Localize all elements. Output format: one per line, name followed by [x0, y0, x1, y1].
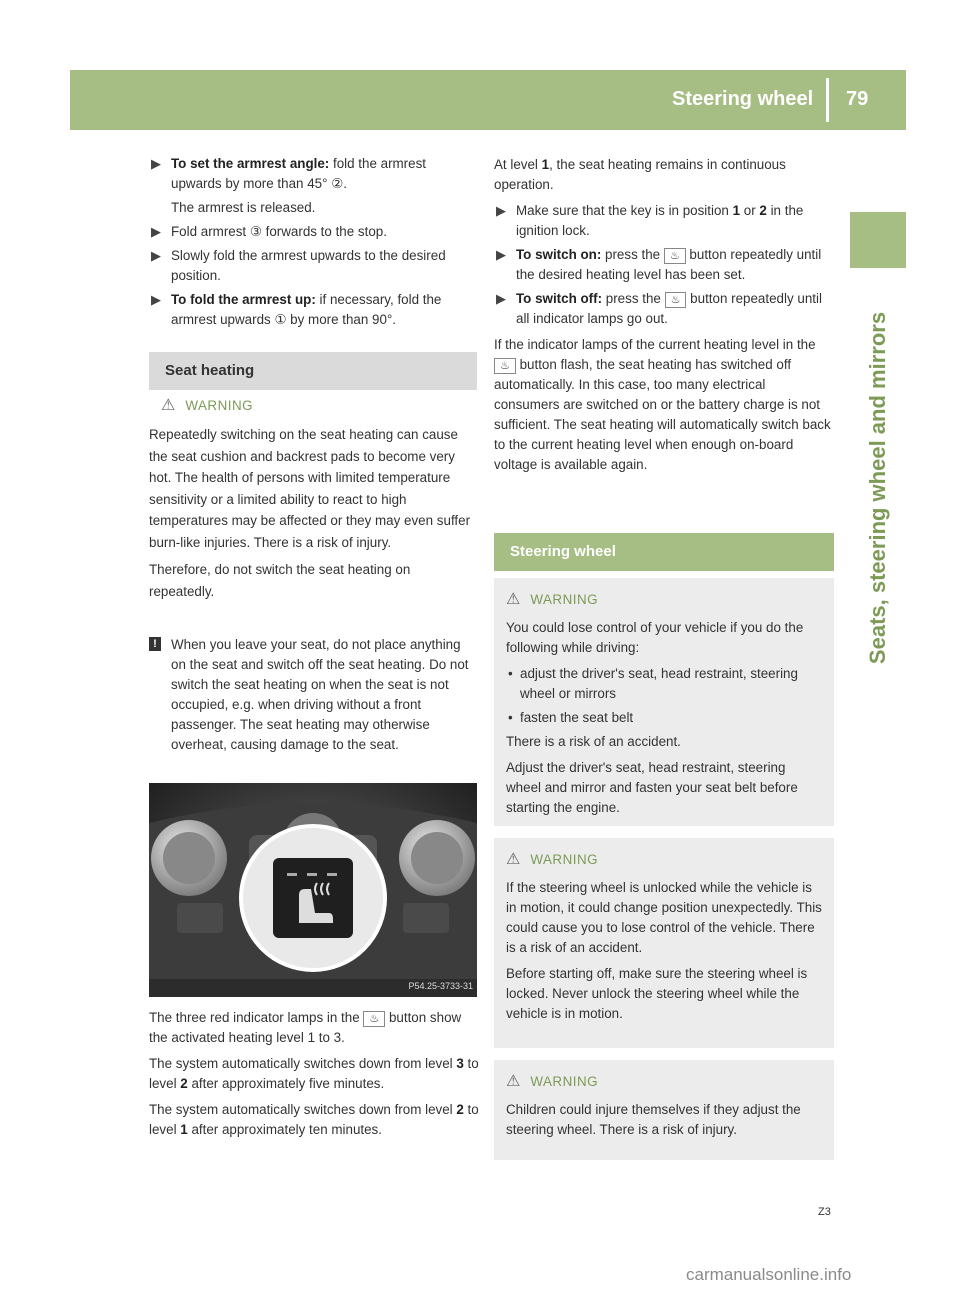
step-result: The armrest is released.	[171, 200, 316, 215]
list-item: • adjust the driver's seat, head restraint, steering wheel or mirrors	[506, 664, 824, 704]
step-arrow-icon: ▶	[151, 224, 161, 239]
step-arrow-icon: ▶	[151, 156, 161, 171]
step-switch-off: ▶ To switch off: press the ♨ button repeatedly until all indicator lamps go out.	[496, 291, 822, 326]
warning-title: ⚠ WARNING	[161, 397, 254, 414]
warning-triangle-icon: ⚠	[506, 591, 521, 608]
warning-action: Therefore, do not switch the seat heating on repeatedly.	[149, 562, 411, 599]
step-switch-on: ▶ To switch on: press the ♨ button repeatedly until the desired heating level has been set.	[496, 247, 822, 282]
warning-steering-unlocked: ⚠ WARNING If the steering wheel is unlocked while the vehicle is in motion, it could change position unexpectedly. This could cause you to lose control of the vehicle. There is a risk of an accident. Before starting off, make sure the steering wheel is locked. Never unlock the steering wheel while the vehicle is in motion.	[494, 838, 834, 1048]
warning-adjust-while-driving: ⚠ WARNING You could lose control of your vehicle if you do the following while driving: • adjust the driver's seat, head restraint, steering wheel or mirrors • fasten the seat belt There is a risk of an accident. Adjust the driver's seat, head restraint, steering wheel and mirror and fasten your seat belt before starting the engine.	[494, 578, 834, 826]
heating-levels-text: The three red indicator lamps in the ♨ button show the activated heating level 1 to 3. The system automatically switches down from level 3 to level 2 after approximately five minutes. The system automatically switches down from level 2 to level 1 after approximately ten minutes.	[149, 1010, 479, 1137]
page-number: 79	[846, 88, 869, 110]
warning-title: ⚠ WARNING	[506, 1073, 599, 1090]
warning-children: ⚠ WARNING Children could injure themselves if they adjust the steering wheel. There is a risk of injury.	[494, 1060, 834, 1160]
warning-triangle-icon: ⚠	[506, 851, 521, 868]
step-arrow-icon: ▶	[496, 203, 506, 218]
step-fold-up: ▶ To fold the armrest up: if necessary, fold the armrest upwards ① by more than 90°.	[151, 292, 442, 327]
page-header-title: Steering wheel	[672, 88, 814, 110]
site-watermark: carmanualsonline.info	[686, 1265, 852, 1284]
chapter-label: Seats, steering wheel and mirrors	[865, 311, 890, 665]
warning-title: ⚠ WARNING	[506, 591, 599, 608]
list-item: • fasten the seat belt	[506, 708, 824, 728]
seat-heating-key-icon: ♨	[363, 1011, 385, 1027]
header-divider	[826, 78, 829, 122]
warning-triangle-icon: ⚠	[506, 1073, 521, 1090]
seat-heating-key-icon: ♨	[664, 248, 686, 264]
page-code: Z3	[818, 1206, 831, 1218]
right-column-top: At level 1, the seat heating remains in continuous operation. ▶ Make sure that the key is in position 1 or 2 in the ignition lock. ▶ To switch on: press the ♨ button repeatedly until the desired heating level has been set. ▶ To switch off: press the ♨ button repeatedly until all indicator lamps go out. If the indicator lamps of the current heating level in the ♨ button flash, the seat heating has switched off automatically. In this case, too many electrical consumers are switched on or the battery charge is not sufficient. The seat heating will automatically switch back to the current heating level when enough on-board voltage is available again.	[494, 155, 834, 475]
step-armrest-angle: ▶ To set the armrest angle: fold the armrest upwards by more than 45° ②.	[151, 156, 426, 191]
seat-heating-key-icon: ♨	[665, 292, 687, 308]
step-arrow-icon: ▶	[151, 248, 161, 263]
caution-mark-icon: !	[149, 637, 161, 651]
section-heading-seat-heating: Seat heating	[149, 352, 477, 390]
section-heading-steering-wheel: Steering wheel	[494, 533, 834, 571]
step-arrow-icon: ▶	[496, 291, 506, 306]
left-column-steps	[149, 154, 474, 334]
warning-seat-heating	[149, 396, 477, 622]
seat-heating-key-icon: ♨	[494, 358, 516, 374]
step-fold-forward: ▶ Fold armrest ③ forwards to the stop.	[149, 222, 474, 242]
note-seat-heating: ! When you leave your seat, do not place anything on the seat and switch off the seat heating. Do not switch the seat heating on when the seat is not occupied, e.g. when driving without a front passenger. The seat heating may otherwise overheat, causing damage to the seat.	[149, 635, 477, 755]
step-key-position: ▶ Make sure that the key is in position 1 or 2 in the ignition lock.	[496, 203, 804, 238]
photo-reference-code: P54.25-3733-31	[408, 981, 473, 991]
step-arrow-icon: ▶	[496, 247, 506, 262]
step-arrow-icon: ▶	[151, 292, 161, 307]
warning-title: ⚠ WARNING	[506, 851, 599, 868]
warning-triangle-icon: ⚠	[161, 397, 176, 414]
warning-text: Repeatedly switching on the seat heating can cause the seat cushion and backrest pads to become very hot. The health of persons with limited temperature sensitivity or a limited ability to react to high temperatures may be affected or they may even suffer burn-like injuries. There is a risk of injury.	[149, 427, 471, 550]
auto-switch-off-text: If the indicator lamps of the current heating level in the ♨ button flash, the seat heating has switched off automatically. In this case, too many electrical consumers are switched on or the battery charge is not sufficient. The seat heating will automatically switch back to the current heating level when enough on-board voltage is available again.	[494, 337, 831, 472]
step-fold-upward: ▶ Slowly fold the armrest upwards to the desired position.	[151, 248, 446, 283]
photo-illustration	[149, 783, 477, 997]
seat-heating-button-photo	[149, 783, 477, 997]
